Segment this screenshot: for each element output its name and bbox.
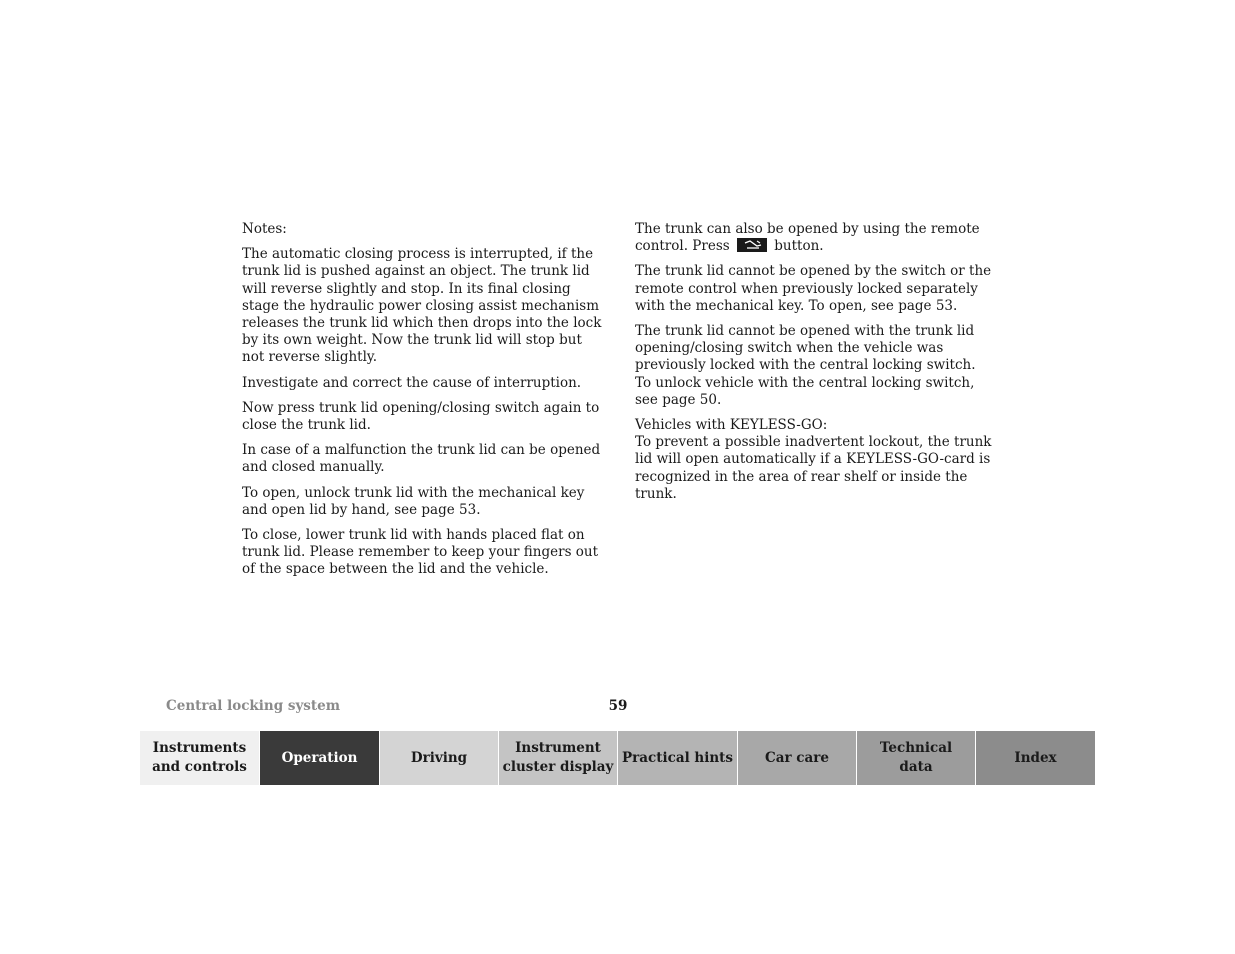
remote-text-after: button. xyxy=(774,238,824,255)
trunk-open-key-icon xyxy=(737,238,767,252)
paragraph-remote-control xyxy=(635,221,995,255)
tab-practical-hints[interactable]: Practical hints xyxy=(618,731,738,785)
left-column xyxy=(242,221,604,587)
paragraph-closing-interrupted: The automatic closing process is interrupted, if the trunk lid is pushed against an object. The trunk lid will reverse slightly and stop. In its final closing stage the hydraulic power closing assist mechanism releases the trunk lid which then drops into the lock by its own weight. Now the trunk lid will stop but not reverse slightly. xyxy=(242,246,602,366)
right-column xyxy=(635,221,995,511)
paragraph-mechanical-key: The trunk lid cannot be opened by the switch or the remote control when previously locked separately with the mechanical key. To open, see page 53. xyxy=(635,263,992,314)
tab-driving[interactable]: Driving xyxy=(380,731,499,785)
paragraph-close-manually: To close, lower trunk lid with hands placed flat on trunk lid. Please remember to keep your fingers out of the space between the lid and the vehicle. xyxy=(242,527,599,578)
paragraph-press-switch: Now press trunk lid opening/closing switch again to close the trunk lid. xyxy=(242,399,600,434)
tab-index[interactable]: Index xyxy=(976,731,1095,785)
page-number: 59 xyxy=(608,698,628,714)
chapter-nav xyxy=(140,731,1095,785)
tab-instruments-and-controls[interactable]: Instruments and controls xyxy=(140,731,260,785)
paragraph-central-locking: The trunk lid cannot be opened with the trunk lid opening/closing switch when the vehicle was previously locked with the central locking switch. To unlock vehicle with the central locking switch, see page 50. xyxy=(635,323,976,408)
paragraph-open-manually: To open, unlock trunk lid with the mechanical key and open lid by hand, see page 53. xyxy=(242,484,585,518)
paragraph-investigate: Investigate and correct the cause of interruption. xyxy=(242,374,582,391)
remote-text-before: The trunk can also be opened by using the remote control. Press xyxy=(635,221,980,255)
paragraph-keyless-go xyxy=(635,417,995,503)
notes-heading: Notes: xyxy=(242,221,287,237)
tab-car-care[interactable]: Car care xyxy=(738,731,857,785)
keyless-heading: Vehicles with KEYLESS-GO: xyxy=(635,417,828,434)
tab-technical-data[interactable]: Technical data xyxy=(857,731,976,785)
section-title: Central locking system xyxy=(166,698,341,714)
tab-instrument-cluster-display[interactable]: Instrument cluster display xyxy=(499,731,618,785)
paragraph-malfunction: In case of a malfunction the trunk lid can be opened and closed manually. xyxy=(242,442,601,476)
tab-operation[interactable]: Operation xyxy=(260,731,380,785)
keyless-text: To prevent a possible inadvertent lockout, the trunk lid will open automatically if a KEYLESS-GO-card is recognized in the area of rear shelf or inside the trunk. xyxy=(635,434,992,502)
